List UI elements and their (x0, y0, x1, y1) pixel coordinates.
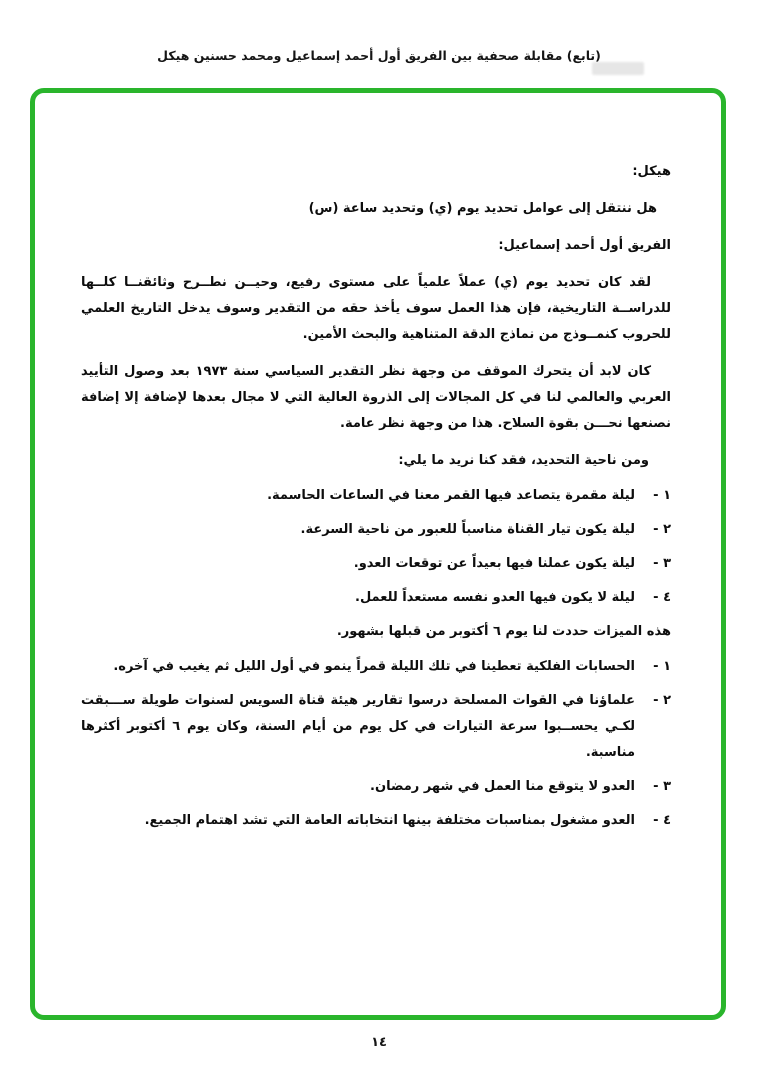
item-text: الحسابات الفلكية تعطينا في تلك الليلة قمراً ينمو في أول الليل ثم يغيب في آخره. (113, 659, 635, 674)
item-number: ١ - (653, 488, 671, 503)
scan-artifact (592, 62, 644, 75)
item-number: ٤ - (653, 813, 671, 828)
item-number: ١ - (653, 659, 671, 674)
item-number: ٤ - (653, 590, 671, 605)
item-text: العدو لا يتوقع منا العمل في شهر رمضان. (370, 779, 635, 794)
item-number: ٣ - (653, 779, 671, 794)
reasons-list (81, 654, 671, 834)
item-text: علماؤنا في القوات المسلحة درسوا تقارير هيئة قناة السويس لسنوات طويلة ســـبقت لكـي يحســبوا سرعة التيارات في كل يوم من أيام السنة، وكان يوم ٦ أكتوبر أكثرها مناسبة. (81, 693, 635, 760)
heikal-question: هل ننتقل إلى عوامل تحديد يوم (ي) وتحديد ساعة (س) (308, 201, 657, 216)
item-text: ليلة يكون عملنا فيها بعيداً عن توقعات العدو. (353, 556, 635, 571)
item-text: ليلة مقمرة يتصاعد فيها القمر معنا في الساعات الحاسمة. (267, 488, 635, 503)
list-item (81, 688, 671, 766)
requirements-list (81, 483, 671, 611)
paragraph-2: كان لابد أن يتحرك الموقف من وجهة نظر التقدير السياسي سنة ١٩٧٣ بعد وصول التأييد العربي والعالمي لنا في كل المجالات إلى الذروة العالية التي لا مجال بعدها لإضافة إلا إضافة نصنعها نحـــن بقوة السلاح. هذا من وجهة نظر عامة. (81, 364, 671, 431)
list-item (81, 483, 671, 509)
list-item (81, 585, 671, 611)
item-text: العدو مشغول بمناسبات مختلفة بينها انتخاباته العامة التي تشد اهتمام الجميع. (144, 813, 635, 828)
document-body (35, 93, 721, 834)
item-number: ٢ - (653, 693, 671, 708)
paragraph-1: لقد كان تحديد يوم (ي) عملاً علمياً على مستوى رفيع، وحيــن نطــرح وثائقنــا كلــها للدراســة التاريخية، فإن هذا العمل سوف يأخذ حقه من التقدير وسوف يدخل التاريخ العلمي للحروب كنمــوذج من نماذج الدقة المتناهية والبحث الأمين. (81, 275, 671, 342)
item-text: ليلة لا يكون فيها العدو نفسه مستعداً للعمل. (355, 590, 635, 605)
page-number: ١٤ (371, 1035, 387, 1050)
page-header: (تابع) مقابلة صحفية بين الفريق أول أحمد إسماعيل ومحمد حسنين هيكل (157, 48, 601, 63)
speaker-ismail: الفريق أول أحمد إسماعيل: (498, 238, 671, 253)
list-item (81, 774, 671, 800)
list-item (81, 551, 671, 577)
list-item (81, 517, 671, 543)
paragraph-lead-in: ومن ناحية التحديد، فقد كنا نريد ما يلي: (398, 453, 649, 468)
list-item (81, 654, 671, 680)
speaker-heikal: هيكل: (632, 164, 671, 179)
content-frame (30, 88, 726, 1020)
item-text: ليلة يكون تيار القناة مناسباً للعبور من ناحية السرعة. (300, 522, 635, 537)
item-number: ٣ - (653, 556, 671, 571)
note-line: هذه الميزات حددت لنا يوم ٦ أكتوبر من قبلها بشهور. (336, 624, 671, 639)
item-number: ٢ - (653, 522, 671, 537)
list-item (81, 808, 671, 834)
